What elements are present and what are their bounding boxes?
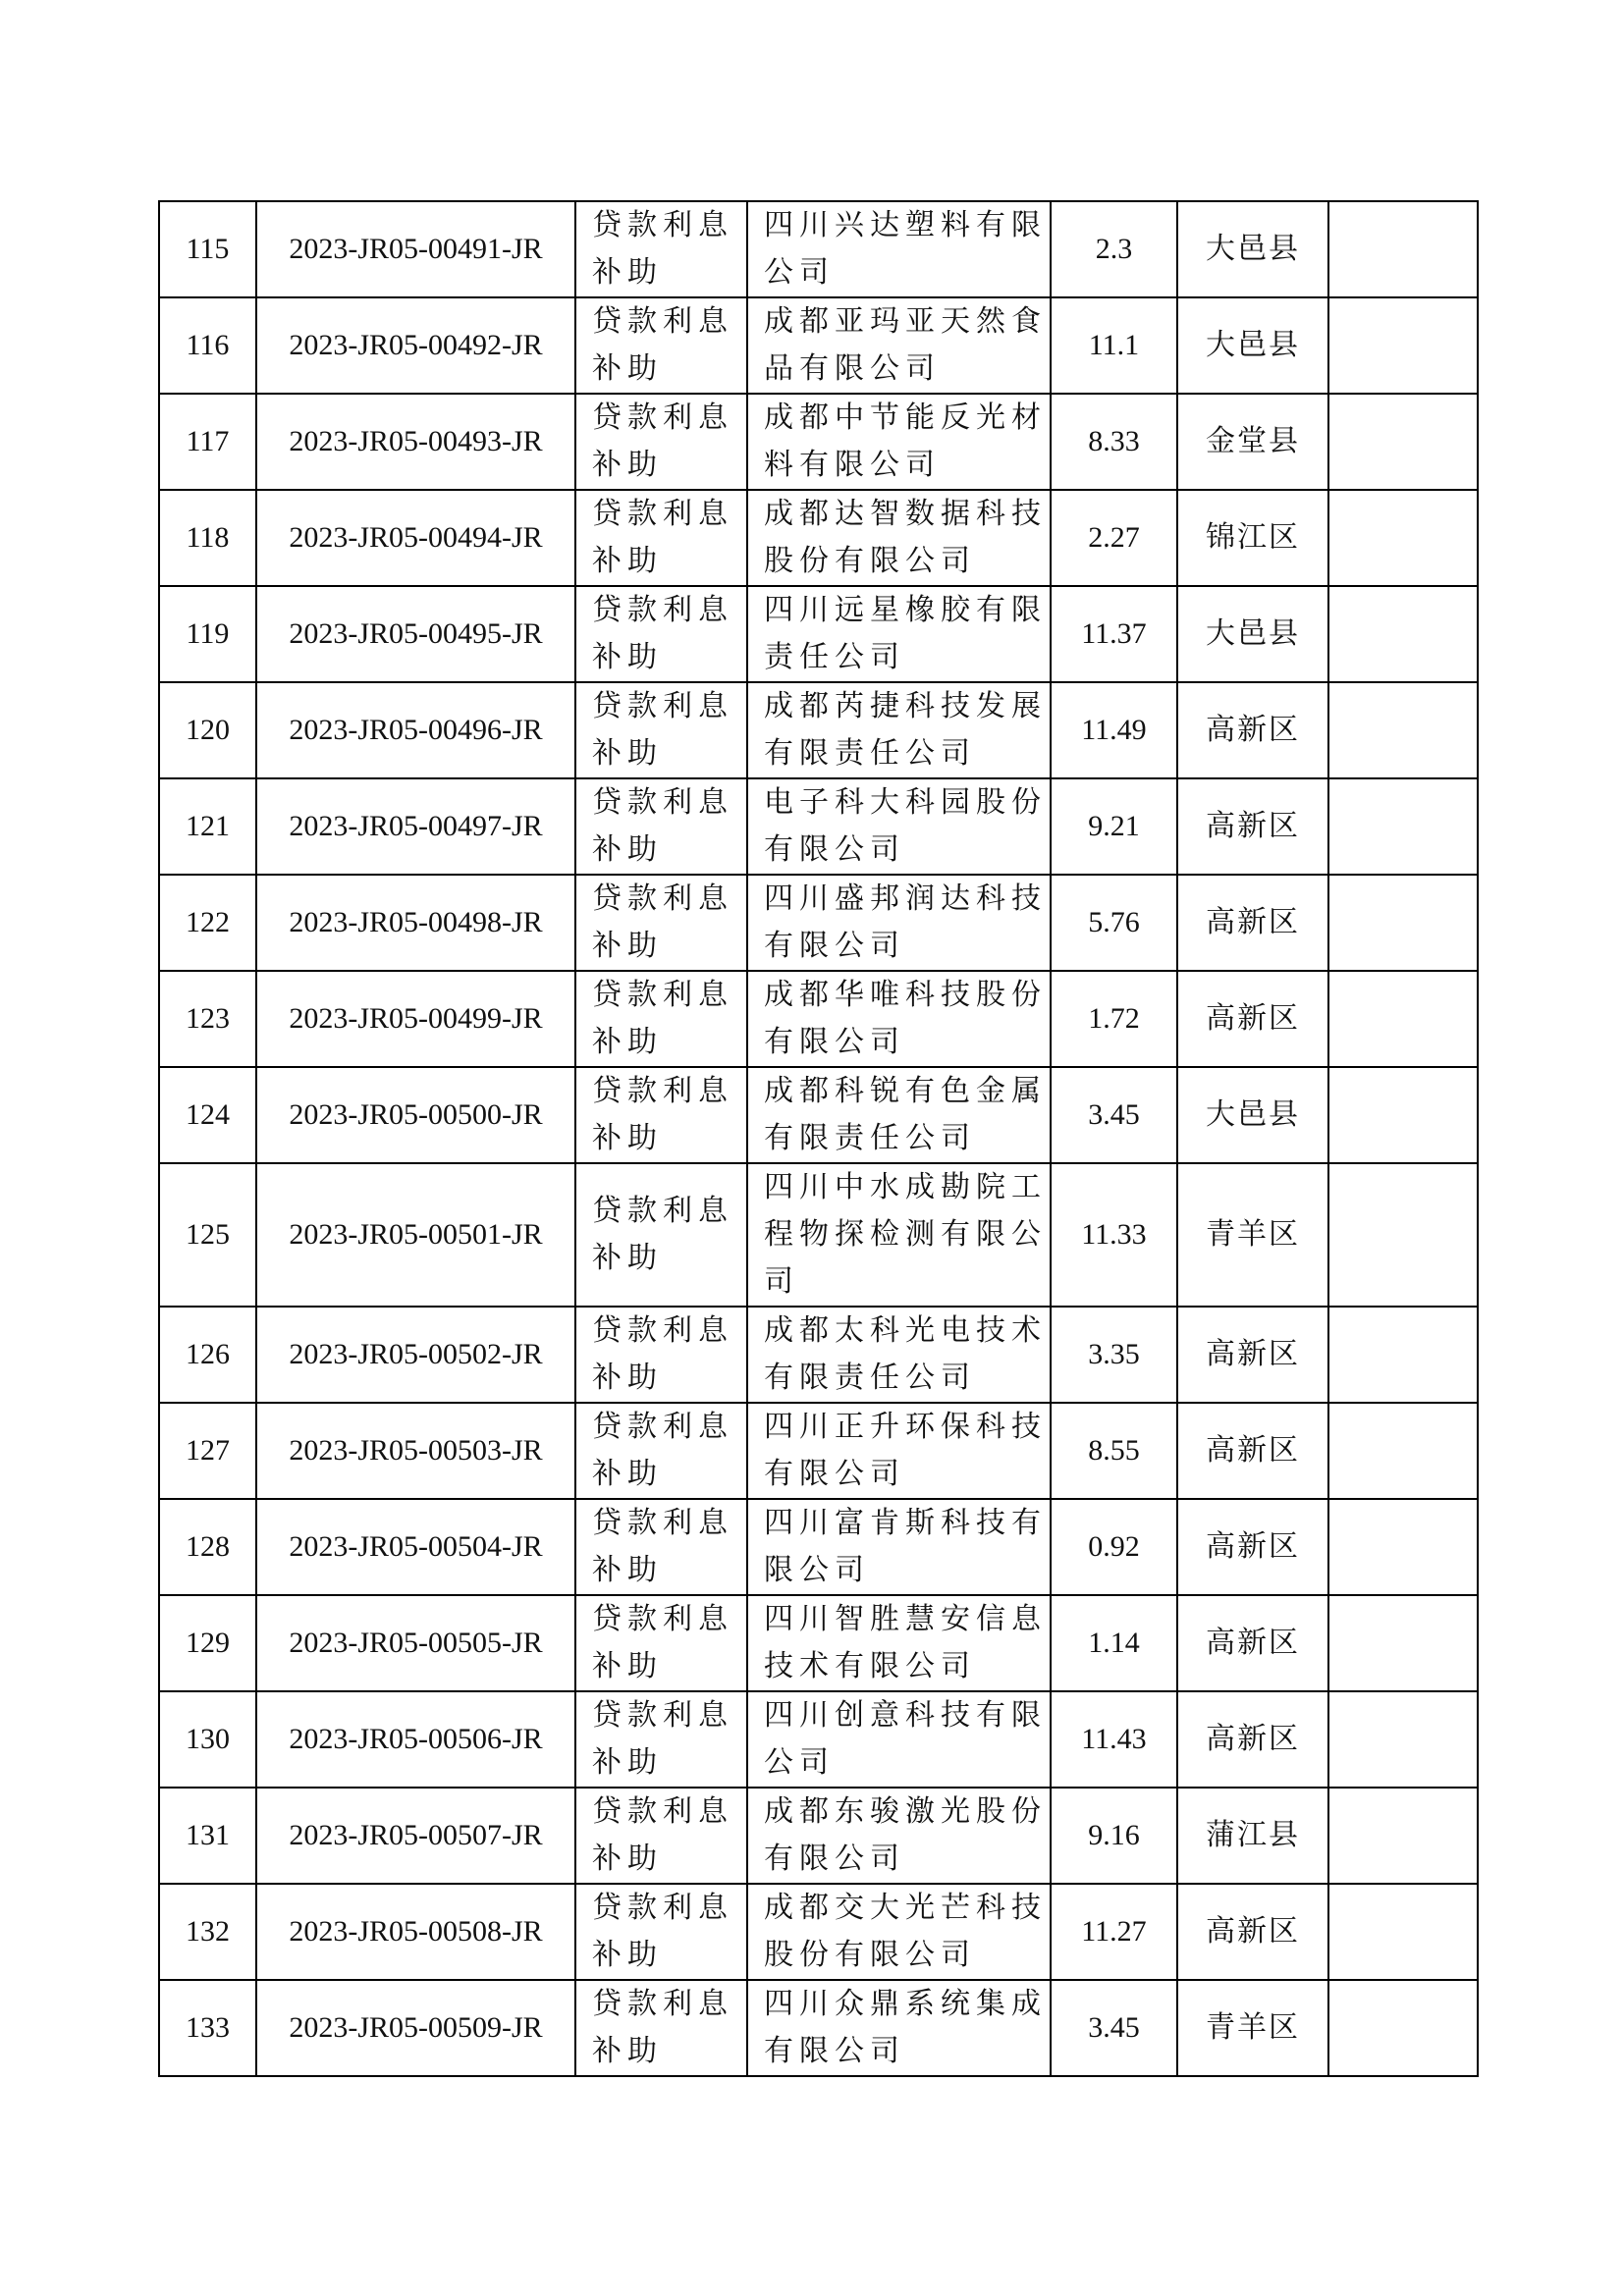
subsidy-amount: 11.33 (1051, 1163, 1177, 1307)
row-number: 129 (159, 1595, 256, 1691)
district: 高新区 (1177, 1307, 1328, 1403)
subsidy-type: 贷款利息补助 (575, 875, 747, 971)
subsidy-type: 贷款利息补助 (575, 1163, 747, 1307)
table-row (159, 778, 1478, 875)
row-number: 123 (159, 971, 256, 1067)
subsidy-amount: 11.37 (1051, 586, 1177, 682)
company-name: 电子科大科园股份有限公司 (747, 778, 1051, 875)
subsidy-type: 贷款利息补助 (575, 778, 747, 875)
company-name: 四川智胜慧安信息技术有限公司 (747, 1595, 1051, 1691)
row-number: 133 (159, 1980, 256, 2076)
project-code: 2023-JR05-00502-JR (256, 1307, 575, 1403)
company-name: 四川正升环保科技有限公司 (747, 1403, 1051, 1499)
company-name: 四川盛邦润达科技有限公司 (747, 875, 1051, 971)
company-name: 成都太科光电技术有限责任公司 (747, 1307, 1051, 1403)
row-number: 119 (159, 586, 256, 682)
company-name: 四川远星橡胶有限责任公司 (747, 586, 1051, 682)
row-number: 127 (159, 1403, 256, 1499)
company-name: 四川创意科技有限公司 (747, 1691, 1051, 1788)
company-name: 成都中节能反光材料有限公司 (747, 394, 1051, 490)
row-number: 128 (159, 1499, 256, 1595)
district: 高新区 (1177, 971, 1328, 1067)
company-name: 四川中水成勘院工程物探检测有限公司 (747, 1163, 1051, 1307)
table-row (159, 875, 1478, 971)
row-number: 125 (159, 1163, 256, 1307)
row-number: 116 (159, 297, 256, 394)
table-row (159, 1403, 1478, 1499)
row-number: 132 (159, 1884, 256, 1980)
subsidy-amount: 5.76 (1051, 875, 1177, 971)
subsidy-type: 贷款利息补助 (575, 1403, 747, 1499)
district: 锦江区 (1177, 490, 1328, 586)
district: 高新区 (1177, 682, 1328, 778)
project-code: 2023-JR05-00505-JR (256, 1595, 575, 1691)
subsidy-amount: 2.27 (1051, 490, 1177, 586)
project-code: 2023-JR05-00495-JR (256, 586, 575, 682)
subsidy-type: 贷款利息补助 (575, 1067, 747, 1163)
company-name: 成都交大光芒科技股份有限公司 (747, 1884, 1051, 1980)
district: 大邑县 (1177, 1067, 1328, 1163)
table-row (159, 1691, 1478, 1788)
project-code: 2023-JR05-00500-JR (256, 1067, 575, 1163)
district: 青羊区 (1177, 1980, 1328, 2076)
remark (1328, 971, 1478, 1067)
district: 大邑县 (1177, 586, 1328, 682)
project-code: 2023-JR05-00492-JR (256, 297, 575, 394)
table-row (159, 1884, 1478, 1980)
project-code: 2023-JR05-00499-JR (256, 971, 575, 1067)
subsidy-amount: 11.1 (1051, 297, 1177, 394)
subsidy-type: 贷款利息补助 (575, 1499, 747, 1595)
subsidy-type: 贷款利息补助 (575, 682, 747, 778)
table-row (159, 297, 1478, 394)
project-code: 2023-JR05-00497-JR (256, 778, 575, 875)
district: 蒲江县 (1177, 1788, 1328, 1884)
remark (1328, 1403, 1478, 1499)
remark (1328, 586, 1478, 682)
remark (1328, 682, 1478, 778)
company-name: 成都科锐有色金属有限责任公司 (747, 1067, 1051, 1163)
subsidy-table (158, 200, 1479, 2077)
row-number: 126 (159, 1307, 256, 1403)
row-number: 117 (159, 394, 256, 490)
subsidy-type: 贷款利息补助 (575, 297, 747, 394)
project-code: 2023-JR05-00494-JR (256, 490, 575, 586)
district: 高新区 (1177, 875, 1328, 971)
subsidy-type: 贷款利息补助 (575, 1980, 747, 2076)
row-number: 118 (159, 490, 256, 586)
remark (1328, 1067, 1478, 1163)
company-name: 成都东骏激光股份有限公司 (747, 1788, 1051, 1884)
subsidy-type: 贷款利息补助 (575, 490, 747, 586)
project-code: 2023-JR05-00504-JR (256, 1499, 575, 1595)
subsidy-amount: 0.92 (1051, 1499, 1177, 1595)
subsidy-amount: 1.72 (1051, 971, 1177, 1067)
company-name: 四川富肯斯科技有限公司 (747, 1499, 1051, 1595)
district: 高新区 (1177, 1499, 1328, 1595)
table-row (159, 1788, 1478, 1884)
remark (1328, 1980, 1478, 2076)
row-number: 131 (159, 1788, 256, 1884)
district: 高新区 (1177, 1595, 1328, 1691)
row-number: 122 (159, 875, 256, 971)
row-number: 121 (159, 778, 256, 875)
company-name: 成都达智数据科技股份有限公司 (747, 490, 1051, 586)
row-number: 130 (159, 1691, 256, 1788)
remark (1328, 1499, 1478, 1595)
table-row (159, 490, 1478, 586)
project-code: 2023-JR05-00509-JR (256, 1980, 575, 2076)
subsidy-amount: 3.35 (1051, 1307, 1177, 1403)
company-name: 成都芮捷科技发展有限责任公司 (747, 682, 1051, 778)
table-row (159, 201, 1478, 297)
remark (1328, 1163, 1478, 1307)
table-body (159, 201, 1478, 2076)
table-row (159, 1595, 1478, 1691)
subsidy-amount: 3.45 (1051, 1067, 1177, 1163)
subsidy-type: 贷款利息补助 (575, 586, 747, 682)
subsidy-type: 贷款利息补助 (575, 1788, 747, 1884)
company-name: 成都华唯科技股份有限公司 (747, 971, 1051, 1067)
table-row (159, 394, 1478, 490)
table-row (159, 971, 1478, 1067)
table-row (159, 586, 1478, 682)
remark (1328, 1595, 1478, 1691)
table-row (159, 1499, 1478, 1595)
subsidy-type: 贷款利息补助 (575, 971, 747, 1067)
district: 金堂县 (1177, 394, 1328, 490)
district: 高新区 (1177, 1403, 1328, 1499)
remark (1328, 778, 1478, 875)
subsidy-type: 贷款利息补助 (575, 1307, 747, 1403)
district: 青羊区 (1177, 1163, 1328, 1307)
project-code: 2023-JR05-00506-JR (256, 1691, 575, 1788)
project-code: 2023-JR05-00508-JR (256, 1884, 575, 1980)
subsidy-type: 贷款利息补助 (575, 201, 747, 297)
project-code: 2023-JR05-00491-JR (256, 201, 575, 297)
subsidy-amount: 2.3 (1051, 201, 1177, 297)
table-row (159, 1067, 1478, 1163)
company-name: 成都亚玛亚天然食品有限公司 (747, 297, 1051, 394)
district: 高新区 (1177, 1691, 1328, 1788)
remark (1328, 1884, 1478, 1980)
subsidy-amount: 9.16 (1051, 1788, 1177, 1884)
remark (1328, 490, 1478, 586)
subsidy-type: 贷款利息补助 (575, 1595, 747, 1691)
subsidy-amount: 9.21 (1051, 778, 1177, 875)
project-code: 2023-JR05-00498-JR (256, 875, 575, 971)
remark (1328, 201, 1478, 297)
row-number: 115 (159, 201, 256, 297)
table-row (159, 1980, 1478, 2076)
subsidy-amount: 1.14 (1051, 1595, 1177, 1691)
district: 大邑县 (1177, 201, 1328, 297)
table-row (159, 682, 1478, 778)
remark (1328, 875, 1478, 971)
project-code: 2023-JR05-00496-JR (256, 682, 575, 778)
row-number: 124 (159, 1067, 256, 1163)
district: 高新区 (1177, 778, 1328, 875)
row-number: 120 (159, 682, 256, 778)
project-code: 2023-JR05-00501-JR (256, 1163, 575, 1307)
subsidy-amount: 8.55 (1051, 1403, 1177, 1499)
subsidy-type: 贷款利息补助 (575, 1691, 747, 1788)
subsidy-amount: 3.45 (1051, 1980, 1177, 2076)
subsidy-amount: 11.49 (1051, 682, 1177, 778)
remark (1328, 1788, 1478, 1884)
subsidy-amount: 11.43 (1051, 1691, 1177, 1788)
district: 高新区 (1177, 1884, 1328, 1980)
remark (1328, 1307, 1478, 1403)
district: 大邑县 (1177, 297, 1328, 394)
remark (1328, 297, 1478, 394)
company-name: 四川众鼎系统集成有限公司 (747, 1980, 1051, 2076)
table-row (159, 1163, 1478, 1307)
project-code: 2023-JR05-00503-JR (256, 1403, 575, 1499)
remark (1328, 1691, 1478, 1788)
subsidy-amount: 8.33 (1051, 394, 1177, 490)
subsidy-type: 贷款利息补助 (575, 394, 747, 490)
subsidy-type: 贷款利息补助 (575, 1884, 747, 1980)
project-code: 2023-JR05-00507-JR (256, 1788, 575, 1884)
project-code: 2023-JR05-00493-JR (256, 394, 575, 490)
remark (1328, 394, 1478, 490)
subsidy-amount: 11.27 (1051, 1884, 1177, 1980)
company-name: 四川兴达塑料有限公司 (747, 201, 1051, 297)
table-row (159, 1307, 1478, 1403)
